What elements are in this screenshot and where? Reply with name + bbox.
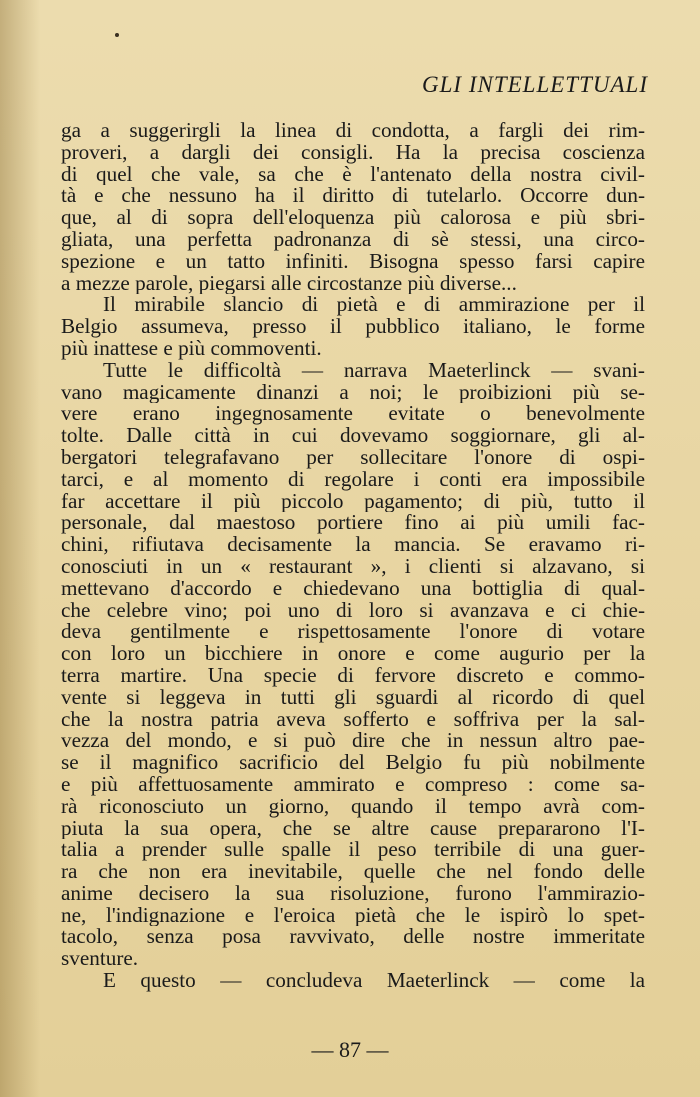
text-line: bergatori telegrafavano per sollecitare l'onore di ospi- bbox=[61, 446, 645, 469]
text-line: tacolo, senza posa ravvivato, delle nostre immeritate bbox=[61, 926, 645, 949]
text-line: personale, dal maestoso portiere fino ai più umili fac- bbox=[61, 512, 645, 535]
text-line: vente si leggeva in tutti gli sguardi al ricordo di quel bbox=[61, 686, 645, 709]
page-number: — 87 — bbox=[311, 1037, 389, 1062]
print-speck bbox=[115, 33, 119, 37]
text-line: chini, rifiutava decisamente la mancia. Se eravamo ri- bbox=[61, 534, 645, 556]
text-line: Tutte le difficoltà — narrava Maeterlinck — svani- bbox=[103, 359, 645, 382]
text-line: di quel che vale, sa che è l'antenato della nostra civil- bbox=[61, 163, 645, 186]
text-line: tolte. Dalle città in cui dovevamo soggiornare, gli al- bbox=[61, 425, 645, 447]
text-line: se il magnifico sacrificio del Belgio fu più nobilmente bbox=[61, 752, 645, 774]
text-line: que, al di sopra dell'eloquenza più calorosa e più sbri- bbox=[61, 207, 645, 229]
text-line: terra martire. Una specie di fervore discreto e commo- bbox=[61, 664, 645, 687]
text-line: ra che non era inevitabile, quelle che nel fondo delle bbox=[61, 861, 645, 883]
text-line: con loro un bicchiere in onore e come augurio per la bbox=[61, 643, 645, 665]
text-line: talia a prender sulle spalle il peso terribile di una guer- bbox=[61, 839, 645, 862]
text-line: che celebre vino; poi uno di loro si avanzava e ci chie- bbox=[61, 599, 645, 622]
text-line: tà e che nessuno ha il diritto di tutelarlo. Occorre dun- bbox=[61, 185, 645, 208]
text-line: anime decisero la sua risoluzione, furono l'ammirazio- bbox=[61, 882, 645, 905]
text-line: mettevano d'accordo e chiedevano una bottiglia di qual- bbox=[61, 577, 645, 600]
text-line: più inattese e più commoventi. bbox=[61, 337, 322, 360]
text-line: conosciuti in un « restaurant », i clienti si alzavano, si bbox=[61, 555, 645, 578]
text-line: ne, l'indignazione e l'eroica pietà che le ispirò lo spet- bbox=[61, 904, 645, 927]
text-line: piuta la sua opera, che se altre cause prepararono l'I- bbox=[61, 817, 645, 840]
text-line: gliata, una perfetta padronanza di sè stessi, una circo- bbox=[61, 228, 645, 251]
body-text bbox=[61, 120, 645, 992]
running-head: GLI INTELLETTUALI bbox=[422, 72, 648, 97]
text-line: far accettare il più piccolo pagamento; di più, tutto il bbox=[61, 490, 645, 513]
text-line: e più affettuosamente ammirato e compreso : come sa- bbox=[61, 773, 645, 796]
text-line: deva gentilmente e rispettosamente l'onore di votare bbox=[61, 621, 645, 644]
text-line: E questo — concludeva Maeterlinck — come la bbox=[103, 970, 645, 992]
text-line: vezza del mondo, e si può dire che in nessun altro pae- bbox=[61, 730, 645, 753]
text-line: Belgio assumeva, presso il pubblico italiano, le forme bbox=[61, 316, 645, 338]
text-line: rà riconosciuto un giorno, quando il tempo avrà com- bbox=[61, 795, 645, 818]
text-line: ga a suggerirgli la linea di condotta, a fargli dei rim- bbox=[61, 120, 645, 142]
text-line: vere erano ingegnosamente evitate o benevolmente bbox=[61, 403, 645, 426]
text-line: che la nostra patria aveva sofferto e soffriva per la sal- bbox=[61, 708, 645, 731]
text-line: Il mirabile slancio di pietà e di ammirazione per il bbox=[103, 294, 645, 317]
text-line: tarci, e al momento di regolare i conti era impossibile bbox=[61, 468, 645, 491]
text-line: a mezze parole, piegarsi alle circostanze più diverse... bbox=[61, 272, 517, 295]
text-line: vano magicamente dinanzi a noi; le proibizioni più se- bbox=[61, 381, 645, 404]
text-line: proveri, a dargli dei consigli. Ha la precisa coscienza bbox=[61, 141, 645, 164]
text-line: sventure. bbox=[61, 948, 139, 971]
text-line: spezione e un tatto infiniti. Bisogna spesso farsi capire bbox=[61, 250, 645, 273]
